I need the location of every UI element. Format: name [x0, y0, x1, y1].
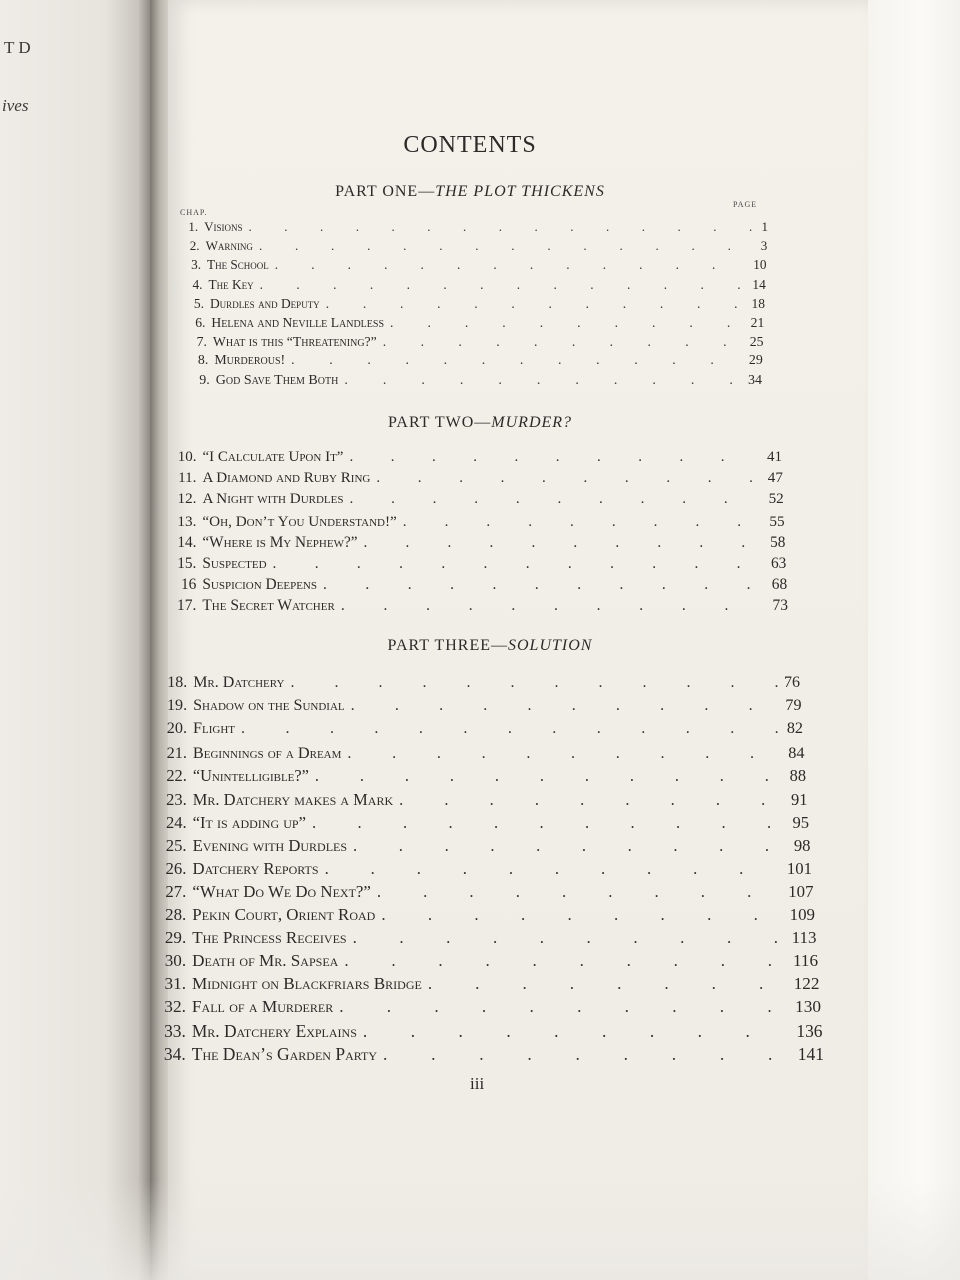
chapter-title: Helena and Neville Landless [211, 315, 385, 330]
chapter-page-number: 98 [793, 835, 811, 855]
chapter-title: The Secret Watcher [202, 597, 335, 615]
chapter-number: 12. [177, 491, 197, 508]
toc-row [179, 257, 767, 273]
leader-dots [315, 766, 784, 786]
leader-dots [312, 813, 787, 833]
chapter-title: “I Calculate Upon It” [202, 449, 344, 465]
chapter-title: Durdles and Deputy [209, 295, 320, 311]
chapter-page-number: 84 [788, 743, 805, 763]
part-label: PART ONE— [335, 183, 436, 200]
chapter-number: 19. [167, 697, 188, 715]
chapter-title: Shadow on the Sundial [193, 697, 345, 715]
leader-dots [290, 674, 778, 692]
toc-row [159, 813, 810, 833]
chapter-title: Mr. Datchery [193, 674, 285, 691]
chapter-number: 24. [165, 812, 187, 832]
chapter-number: 8. [197, 353, 209, 369]
chapter-page-number: 14 [752, 276, 766, 292]
chapter-title: God Save Them Both [215, 372, 339, 388]
toc-row [170, 576, 787, 594]
leader-dots [399, 790, 785, 810]
chapter-page-number: 63 [770, 555, 787, 572]
toc-row [160, 697, 802, 715]
leader-dots [403, 513, 764, 531]
toc-row [171, 449, 782, 466]
leader-dots [347, 743, 782, 763]
chapter-page-number: 3 [760, 238, 768, 254]
leader-dots [428, 974, 788, 994]
chapter-page-number: 95 [792, 812, 809, 832]
chapter-title: What is this “Threatening?” [212, 334, 377, 350]
chapter-number: 21. [166, 743, 187, 763]
chapter-title: “What Do We Do Next?” [192, 881, 371, 901]
chapter-page-number: 116 [792, 951, 818, 971]
toc-row [157, 997, 822, 1017]
leader-dots [291, 353, 743, 369]
toc-row [170, 534, 785, 552]
toc-row [176, 219, 768, 235]
chapter-page-number: 68 [771, 576, 788, 594]
chapter-number: 7. [196, 334, 207, 350]
chapter-page-number: 130 [795, 997, 821, 1017]
toc-row [157, 974, 820, 994]
chapter-page-number: 55 [769, 512, 785, 530]
chapter-title: The School [207, 257, 269, 273]
chapter-number: 32. [164, 997, 186, 1017]
chapter-title: Murderous! [214, 353, 286, 369]
chapter-number: 23. [166, 789, 187, 809]
leader-dots [376, 470, 761, 487]
toc-row [158, 882, 814, 902]
leader-dots [349, 449, 761, 466]
chapter-title: Suspicion Deepens [202, 576, 317, 594]
toc-row [160, 674, 800, 692]
leader-dots [273, 555, 765, 573]
toc-row [181, 296, 765, 312]
chapter-number: 1. [188, 219, 199, 234]
part-subtitle: THE PLOT THICKENS [435, 183, 605, 200]
toc-row [171, 470, 783, 487]
toc-row [158, 859, 812, 879]
contents-title: CONTENTS [403, 132, 537, 158]
part-subtitle: MURDER? [491, 414, 573, 431]
chapter-page-number: 91 [791, 789, 808, 809]
chapter-title: Beginnings of a Dream [192, 743, 342, 763]
chapter-title: Flight [193, 720, 235, 738]
toc-row [185, 353, 763, 369]
part-label: PART THREE— [387, 637, 508, 654]
chapter-number: 15. [177, 555, 197, 572]
chapter-number: 30. [164, 951, 187, 971]
leader-dots [390, 315, 745, 331]
toc-row [182, 315, 764, 331]
toc-row [170, 597, 788, 615]
chapter-number: 6. [195, 315, 206, 330]
chapter-number: 3. [191, 257, 202, 273]
chapter-number: 29. [164, 928, 187, 948]
toc-row [157, 928, 816, 948]
chapter-page-number: 29 [748, 353, 763, 369]
chapter-page-number: 41 [767, 449, 782, 465]
leader-dots [341, 597, 767, 615]
chapter-number: 14. [177, 533, 197, 551]
chapter-title: Warning [205, 238, 253, 254]
chapter-page-number: 47 [767, 470, 783, 487]
chapter-number: 17. [176, 597, 197, 615]
leader-dots [383, 334, 744, 350]
leader-dots [363, 1021, 791, 1042]
leader-dots [275, 257, 747, 273]
part-heading-one [300, 183, 640, 201]
chapter-page-number: 109 [789, 905, 815, 924]
toc-row [184, 334, 764, 350]
chapter-title: Mr. Datchery Explains [191, 1020, 357, 1041]
chapter-title: Midnight on Blackfriars Bridge [192, 974, 422, 994]
toc-row [159, 790, 808, 810]
toc-row [186, 373, 762, 389]
chapter-number: 13. [177, 512, 197, 530]
chapter-number: 9. [199, 372, 210, 388]
toc-row [157, 951, 818, 971]
chapter-title: “Where is My Nephew?” [202, 533, 358, 551]
chapter-number: 16 [180, 576, 197, 594]
chapter-title: The Key [208, 276, 254, 292]
page-edge [868, 0, 960, 1280]
facing-page-fragment: T D [4, 38, 31, 57]
chapter-number: 28. [165, 905, 187, 924]
chapter-page-number: 10 [753, 257, 767, 273]
leader-dots [349, 491, 762, 508]
leader-dots [241, 720, 781, 738]
chapter-number: 22. [166, 766, 187, 786]
toc-row [170, 555, 786, 573]
toc-row [159, 766, 806, 786]
toc-row [171, 513, 785, 531]
leader-dots [353, 928, 786, 948]
chapter-title: Pekin Court, Orient Road [192, 905, 376, 924]
chapter-title: The Dean’s Garden Party [191, 1043, 378, 1064]
chapter-page-number: 88 [789, 766, 806, 786]
chapter-title: Mr. Datchery makes a Mark [192, 789, 394, 809]
facing-page [0, 0, 150, 1280]
leader-dots [353, 836, 788, 856]
chapter-number: 2. [189, 238, 200, 254]
chapter-number: 31. [164, 974, 187, 994]
leader-dots [381, 905, 783, 925]
leader-dots [339, 997, 789, 1017]
chapter-title: A Night with Durdles [202, 491, 344, 508]
leader-dots [323, 576, 766, 594]
chapter-page-number: 73 [772, 597, 788, 615]
toc-row [171, 491, 784, 508]
chapter-page-number: 113 [791, 928, 817, 948]
chapter-title: Suspected [202, 555, 267, 572]
chapter-number: 20. [166, 720, 188, 738]
toc-row [180, 277, 766, 293]
chapter-number: 25. [165, 835, 187, 855]
part-heading-three [330, 637, 650, 655]
part-subtitle: SOLUTION [507, 637, 593, 654]
toc-row [156, 1021, 822, 1042]
chapter-page-number: 25 [749, 334, 764, 350]
chapter-page-number: 76 [784, 674, 800, 691]
leader-dots [344, 951, 787, 971]
chapter-number: 11. [178, 470, 197, 487]
leader-dots [260, 277, 747, 293]
toc-row [177, 238, 767, 254]
chapter-page-number: 101 [786, 858, 812, 878]
leader-dots [364, 534, 765, 552]
chapter-title: Death of Mr. Sapsea [192, 951, 339, 971]
chapter-page-number: 18 [751, 295, 765, 311]
chapter-title: “Unintelligible?” [192, 766, 309, 786]
toc-row [159, 743, 804, 763]
leader-dots [377, 882, 782, 902]
chapter-number: 10. [177, 449, 197, 465]
toc-row [156, 1044, 824, 1065]
part-heading-two [330, 414, 630, 432]
chapter-title: “It is adding up” [192, 812, 306, 832]
leader-dots [249, 219, 756, 235]
chapter-page-number: 34 [748, 372, 762, 388]
chapter-page-number: 107 [788, 881, 814, 901]
chap-column-label: CHAP. [180, 208, 208, 217]
chapter-title: Evening with Durdles [192, 835, 348, 855]
chapter-number: 5. [193, 295, 204, 311]
chapter-number: 27. [165, 881, 187, 901]
chapter-title: A Diamond and Ruby Ring [202, 470, 371, 487]
leader-dots [325, 859, 781, 879]
chapter-number: 18. [167, 674, 188, 691]
leader-dots [259, 238, 755, 254]
facing-page-fragment: ives [2, 96, 29, 115]
page-column-label: PAGE [733, 200, 758, 209]
chapter-number: 26. [165, 858, 187, 878]
chapter-title: “Oh, Don’t You Understand!” [202, 512, 397, 530]
chapter-title: Visions [204, 219, 243, 234]
leader-dots [326, 296, 746, 312]
chapter-number: 4. [192, 276, 203, 292]
toc-row [158, 836, 810, 856]
chapter-page-number: 21 [750, 315, 765, 330]
page-number: iii [470, 1074, 485, 1093]
toc-row [160, 720, 804, 738]
leader-dots [383, 1044, 792, 1065]
chapter-page-number: 136 [796, 1020, 823, 1041]
chapter-page-number: 79 [785, 697, 802, 715]
chapter-page-number: 1 [761, 219, 768, 234]
chapter-number: 34. [163, 1043, 186, 1064]
chapter-page-number: 82 [786, 720, 803, 738]
leader-dots [351, 697, 780, 715]
chapter-page-number: 52 [768, 491, 784, 508]
chapter-title: Datchery Reports [192, 858, 319, 878]
chapter-page-number: 58 [770, 533, 786, 551]
chapter-number: 33. [164, 1020, 186, 1041]
chapter-page-number: 141 [797, 1043, 824, 1064]
toc-row [158, 905, 816, 925]
chapter-title: Fall of a Murderer [191, 997, 334, 1017]
chapter-title: The Princess Receives [192, 928, 347, 948]
chapter-page-number: 122 [793, 974, 820, 994]
part-label: PART TWO— [387, 414, 492, 431]
leader-dots [344, 373, 742, 389]
